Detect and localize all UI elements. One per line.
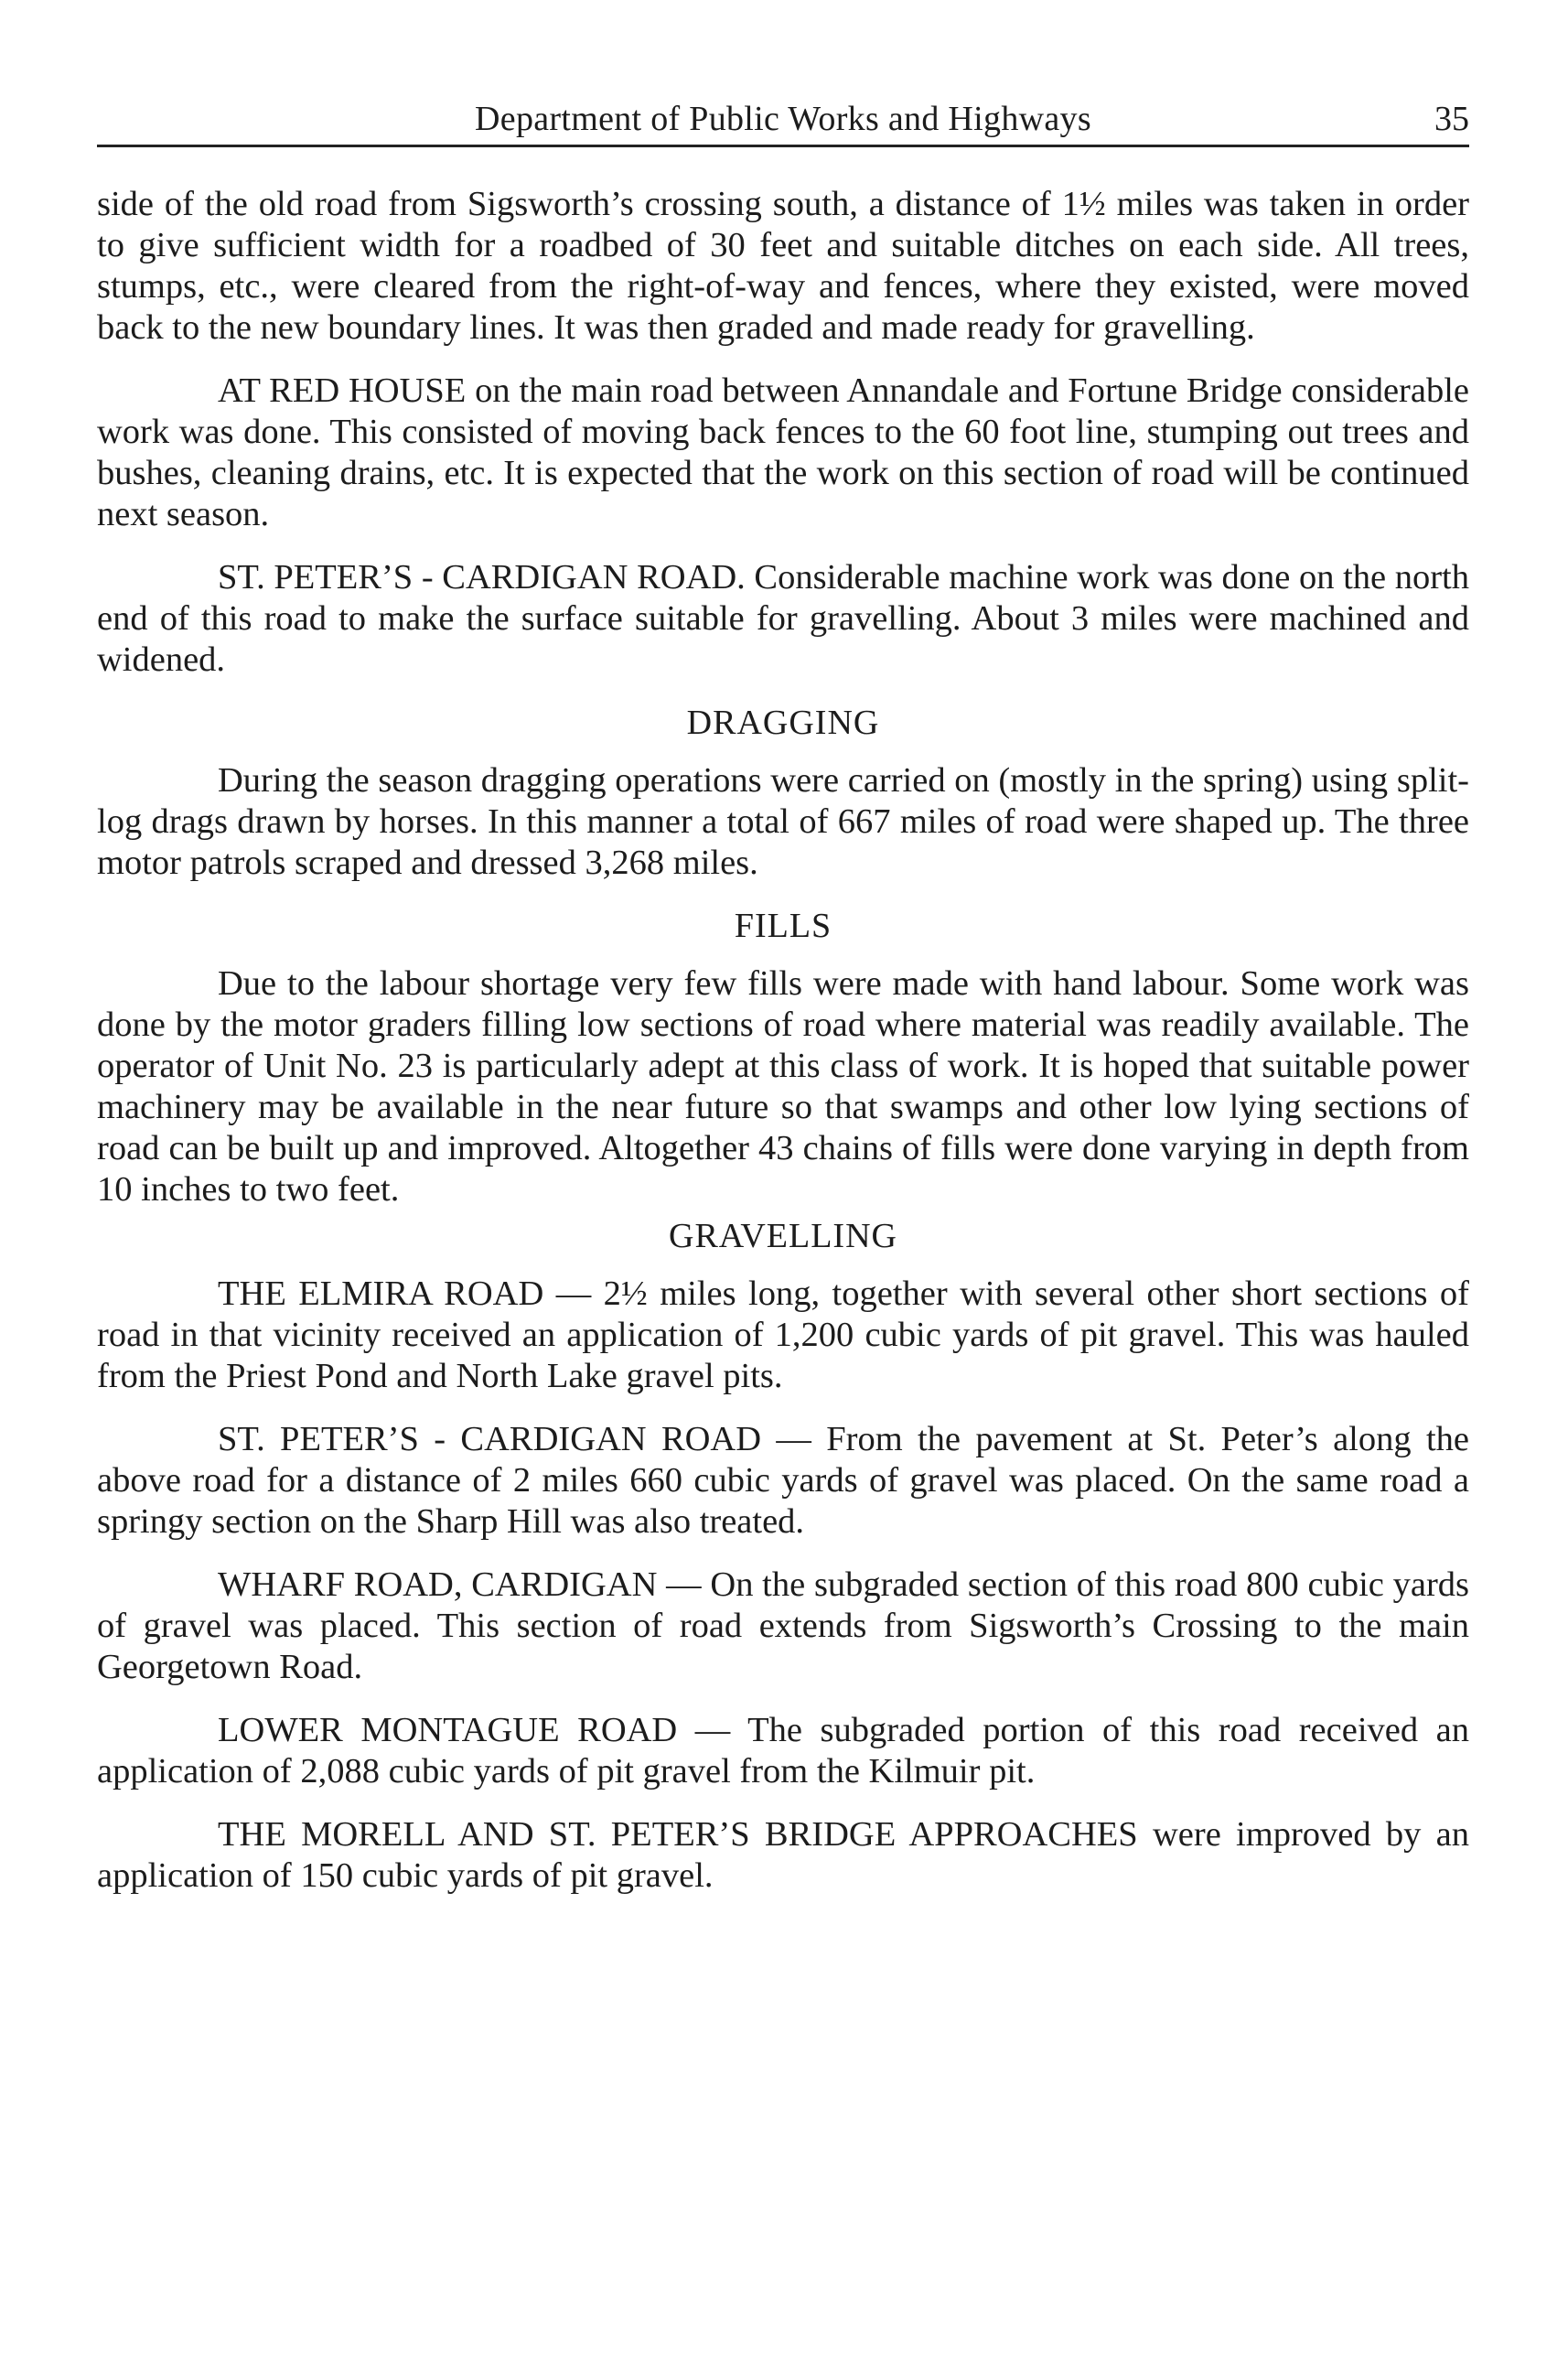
document-page — [97, 88, 1469, 1919]
paragraph-dragging: During the season dragging operations were carried on (mostly in the spring) using split-log drags drawn by horses. In this manner a total of 667 miles of road were shaped up. The three motor patrols scraped and dressed 3,268 miles. — [97, 761, 1469, 882]
paragraph-morell-bridge: THE MORELL AND ST. PETER’S BRIDGE APPROACHES were improved by an application of 150 cubic yards of pit gravel. — [97, 1815, 1469, 1895]
section-heading-fills: FILLS — [734, 907, 832, 945]
paragraph-lower-montague: LOWER MONTAGUE ROAD — The subgraded portion of this road received an application of 2,088 cubic yards of pit gravel from the Kilmuir pit. — [97, 1711, 1469, 1790]
body-text — [97, 184, 1469, 1897]
paragraph-st-peters-cardigan-gravel: ST. PETER’S - CARDIGAN ROAD — From the pavement at St. Peter’s along the above road for a distance of 2 miles 660 cubic yards of gravel was placed. On the same road a springy section on the Sharp Hill was also treated. — [97, 1420, 1469, 1541]
running-header — [97, 88, 1469, 147]
section-heading-dragging: DRAGGING — [686, 704, 880, 742]
paragraph-wharf-road: WHARF ROAD, CARDIGAN — On the subgraded section of this road 800 cubic yards of gravel was placed. This section of road extends from Sigsworth’s Crossing to the main Georgetown Road. — [97, 1565, 1469, 1686]
paragraph-red-house: AT RED HOUSE on the main road between Annandale and Fortune Bridge considerable work was done. This consisted of moving back fences to the 60 foot line, stumping out trees and bushes, cleaning drains, etc. It is expected that the work on this section of road will be continued next season. — [97, 371, 1469, 533]
paragraph-st-peters-cardigan-machine: ST. PETER’S - CARDIGAN ROAD. Considerable machine work was done on the north end of this road to make the surface suitable for gravelling. About 3 miles were machined and widened. — [97, 558, 1469, 679]
page-number: 35 — [1434, 100, 1469, 138]
paragraph-elmira-road: THE ELMIRA ROAD — 2½ miles long, together with several other short sections of road in that vicinity received an application of 1,200 cubic yards of pit gravel. This was hauled from the Priest Pond and North Lake gravel pits. — [97, 1274, 1469, 1395]
paragraph-fills: Due to the labour shortage very few fills were made with hand labour. Some work was done by the motor graders filling low sections of road where material was readily available. The operator of Unit No. 23 is particularly adept at this class of work. It is hoped that suitable power machinery may be available in the near future so that swamps and other low lying sections of road can be built up and improved. Altogether 43 chains of fills were done varying in depth from 10 inches to two feet. — [97, 964, 1469, 1209]
header-title: Department of Public Works and Highways — [475, 100, 1091, 138]
section-heading-gravelling: GRAVELLING — [669, 1217, 897, 1255]
paragraph-continuation: side of the old road from Sigsworth’s crossing south, a distance of 1½ miles was taken in order to give sufficient width for a roadbed of 30 feet and suitable ditches on each side. All trees, stumps, etc., were cleared from the right-of-way and fences, where they existed, were moved back to the new boundary lines. It was then graded and made ready for gravelling. — [97, 185, 1469, 347]
